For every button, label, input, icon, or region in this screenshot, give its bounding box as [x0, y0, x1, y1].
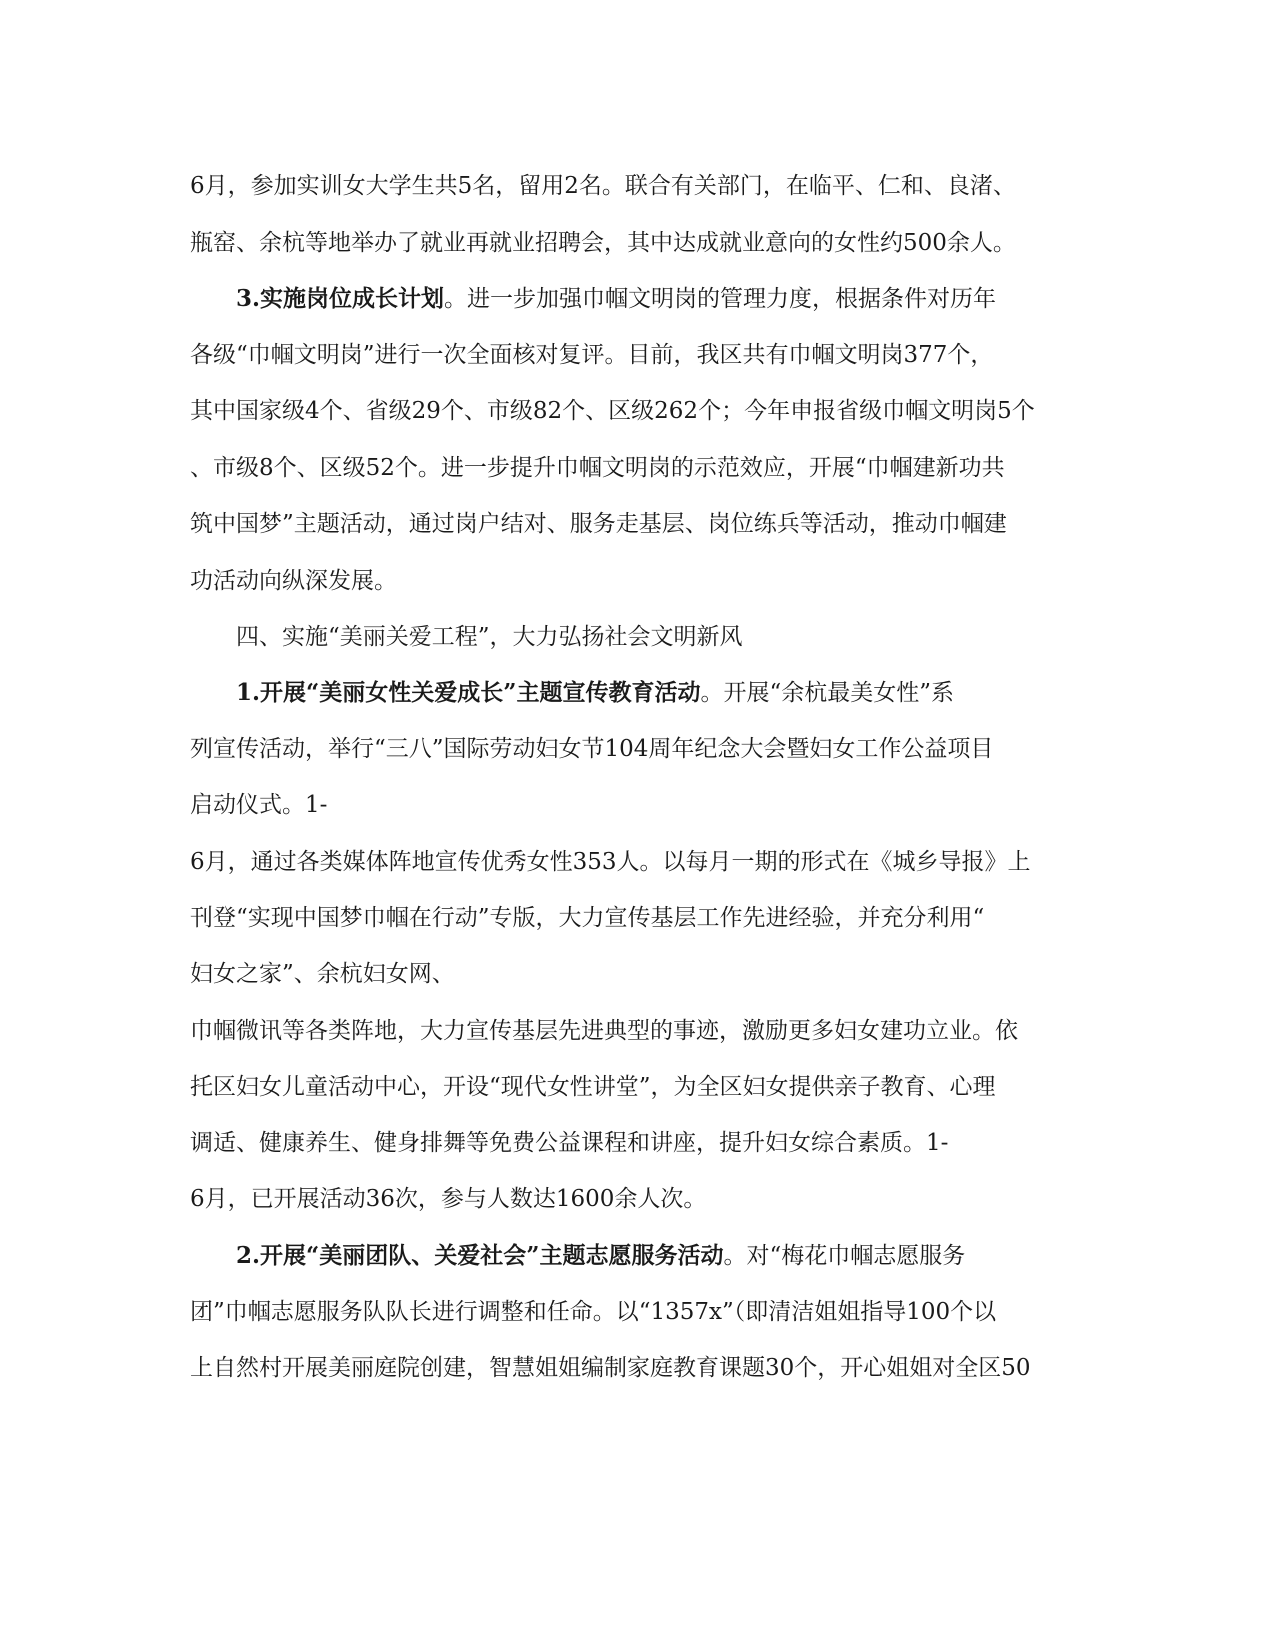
section-heading: 1.开展“美丽女性关爱成长”主题宣传教育活动	[236, 679, 701, 706]
body-text: 启动仪式。1-	[190, 792, 328, 818]
text-line	[190, 733, 1090, 765]
body-text: 6月，通过各类媒体阵地宣传优秀女性353人。以每月一期的形式在《城乡导报》上	[190, 849, 1031, 875]
text-line	[236, 283, 1090, 315]
text-line	[190, 1352, 1090, 1384]
text-line	[190, 395, 1090, 427]
body-text: 巾帼微讯等各类阵地，大力宣传基层先进典型的事迹，激励更多妇女建功立业。依	[190, 1018, 1018, 1044]
body-text: 团”巾帼志愿服务队队长进行调整和任命。以“1357x”（即清洁姐姐指导100个以	[190, 1299, 997, 1325]
text-line	[190, 902, 1090, 934]
text-line	[190, 1071, 1090, 1103]
text-line	[190, 846, 1090, 878]
body-text: 。对“梅花巾帼志愿服务	[723, 1243, 966, 1269]
text-line	[190, 958, 1090, 990]
text-line	[190, 452, 1090, 484]
body-text: 、市级8个、区级52个。进一步提升巾帼文明岗的示范效应，开展“巾帼建新功共	[190, 455, 1005, 481]
text-line	[190, 227, 1090, 259]
body-text: 托区妇女儿童活动中心，开设“现代女性讲堂”，为全区妇女提供亲子教育、心理	[190, 1074, 996, 1100]
text-line	[190, 1296, 1090, 1328]
body-text: 妇女之家”、余杭妇女网、	[190, 961, 455, 987]
text-line	[190, 789, 1090, 821]
section-heading: 2.开展“美丽团队、关爱社会”主题志愿服务活动	[236, 1242, 724, 1269]
text-line	[190, 1127, 1090, 1159]
body-text: 6月，已开展活动36次，参与人数达1600余人次。	[190, 1186, 707, 1212]
body-text: 其中国家级4个、省级29个、市级82个、区级262个；今年申报省级巾帼文明岗5个	[190, 398, 1035, 424]
body-text: 筑中国梦”主题活动，通过岗户结对、服务走基层、岗位练兵等活动，推动巾帼建	[190, 511, 1007, 537]
text-line	[190, 1015, 1090, 1047]
body-text: 。进一步加强巾帼文明岗的管理力度，根据条件对历年	[444, 286, 997, 312]
body-text: 调适、健康养生、健身排舞等免费公益课程和讲座，提升妇女综合素质。1-	[190, 1130, 949, 1156]
text-line	[190, 508, 1090, 540]
section-heading: 3.实施岗位成长计划	[236, 285, 445, 312]
text-line	[236, 1240, 1090, 1272]
body-text: 6月，参加实训女大学生共5名，留用2名。联合有关部门，在临平、仁和、良渚、	[190, 173, 1016, 199]
text-line	[190, 339, 1090, 371]
body-text: 上自然村开展美丽庭院创建，智慧姐姐编制家庭教育课题30个，开心姐姐对全区50	[190, 1355, 1031, 1381]
body-text: 刊登“实现中国梦巾帼在行动”专版，大力宣传基层工作先进经验，并充分利用“	[190, 905, 985, 931]
text-line	[236, 677, 1090, 709]
body-text: 瓶窑、余杭等地举办了就业再就业招聘会，其中达成就业意向的女性约500余人。	[190, 230, 1016, 256]
body-text: 各级“巾帼文明岗”进行一次全面核对复评。目前，我区共有巾帼文明岗377个，	[190, 342, 994, 368]
text-line	[190, 565, 1090, 597]
body-text: 列宣传活动，举行“三八”国际劳动妇女节104周年纪念大会暨妇女工作公益项目	[190, 736, 994, 762]
text-line	[236, 621, 1090, 653]
text-line	[190, 170, 1090, 202]
text-line	[190, 1183, 1090, 1215]
body-text: 功活动向纵深发展。	[190, 568, 397, 594]
body-text: 。开展“余杭最美女性”系	[700, 680, 955, 706]
body-text: 四、实施“美丽关爱工程”，大力弘扬社会文明新风	[236, 624, 743, 650]
